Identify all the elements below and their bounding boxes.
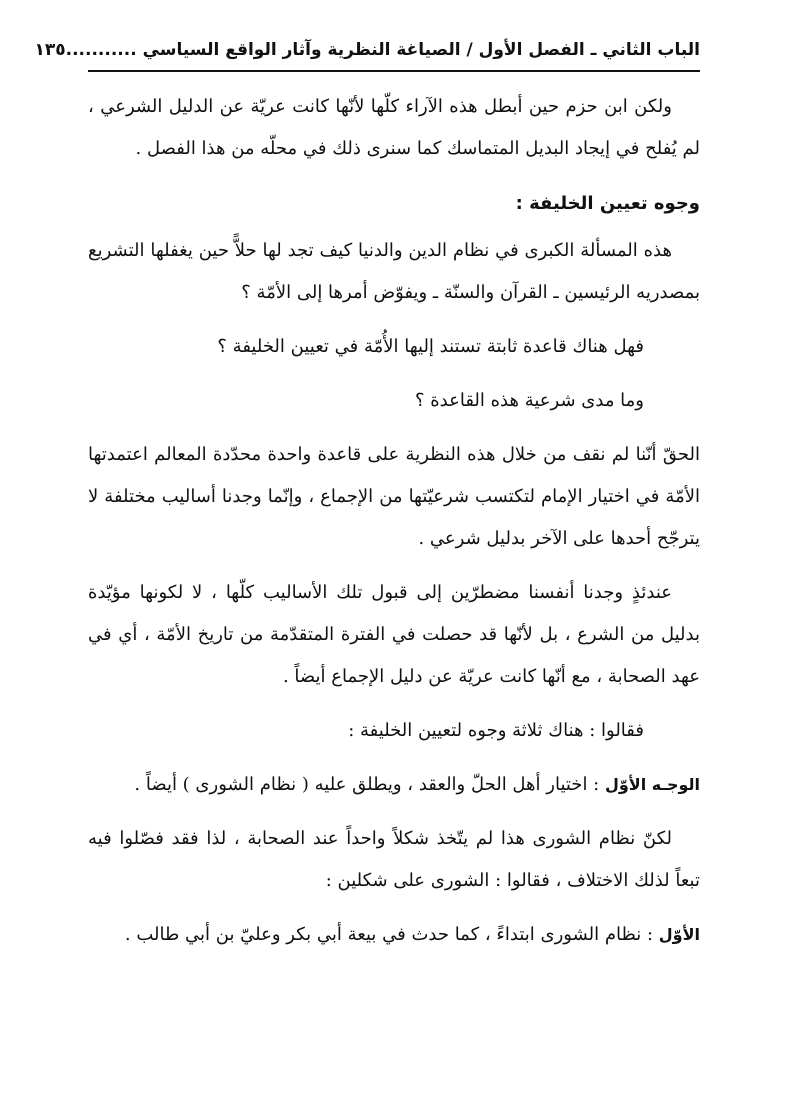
paragraph-truth: الحقّ أنّنا لم نقف من خلال هذه النظرية على قاعدة واحدة محدّدة المعالم اعتمدتها الأمّة في اختيار الإمام لتكتسب شرعيّتها من الإجماع ، وإنّما وجدنا أساليب مختلفة لا يترجّح أحدها على الآخر بدليل شرعي . <box>88 444 700 549</box>
page-number: ١٣٥ <box>34 40 66 60</box>
header-title: الباب الثاني ـ الفصل الأول / الصياغة النظرية وآثار الواقع السياسي ........... <box>65 40 700 60</box>
paragraph-first-form <box>88 914 700 956</box>
paragraph-three-ways: فقالوا : هناك ثلاثة وجوه لتعيين الخليفة : <box>348 720 644 741</box>
paragraph-first-way <box>88 764 700 806</box>
paragraph-shura: لكنّ نظام الشورى هذا لم يتّخذ شكلاً واحداً عند الصحابة ، لذا فقد فصّلوا فيه تبعاً لذلك الاختلاف ، فقالوا : الشورى على شكلين : <box>88 828 700 891</box>
header-rule <box>88 70 700 72</box>
first-way-label: الوجـه الأوّل <box>604 775 700 794</box>
paragraph-question-legitimacy: وما مدى شرعية هذه القاعدة ؟ <box>414 390 644 411</box>
page-body <box>88 86 700 968</box>
section-heading: وجوه تعيين الخليفة : <box>515 193 700 214</box>
paragraph-big-question: هذه المسألة الكبرى في نظام الدين والدنيا كيف تجد لها حلاًّ حين يغفلها التشريع بمصدريه الرئيسين ـ القرآن والسنّة ـ ويفوّض أمرها إلى الأمّة ؟ <box>88 240 700 303</box>
paragraph-then: عندئذٍ وجدنا أنفسنا مضطرّين إلى قبول تلك الأساليب كلّها ، لا لكونها مؤيّدة بدليل من الشرع ، بل لأنّها قد حصلت في الفترة المتقدّمة من تاريخ الأمّة ، أي في عهد الصحابة ، مع أنّها كانت عريّة عن دليل الإجماع أيضاً . <box>88 582 700 687</box>
running-header <box>34 34 700 66</box>
first-form-text: : نظام الشورى ابتداءً ، كما حدث في بيعة أبي بكر وعليّ بن أبي طالب . <box>124 924 654 945</box>
first-way-text: : اختيار أهل الحلّ والعقد ، ويطلق عليه ( نظام الشورى ) أيضاً . <box>134 774 600 795</box>
paragraph-question-rule: فهل هناك قاعدة ثابتة تستند إليها الأُمّة في تعيين الخليفة ؟ <box>217 336 644 357</box>
paragraph-ibn-hazm: ولكن ابن حزم حين أبطل هذه الآراء كلّها لأنّها كانت عريّة عن الدليل الشرعي ، لم يُفلح في إيجاد البديل المتماسك كما سنرى ذلك في محلّه من هذا الفصل . <box>88 96 700 159</box>
first-form-label: الأوّل <box>658 925 700 944</box>
